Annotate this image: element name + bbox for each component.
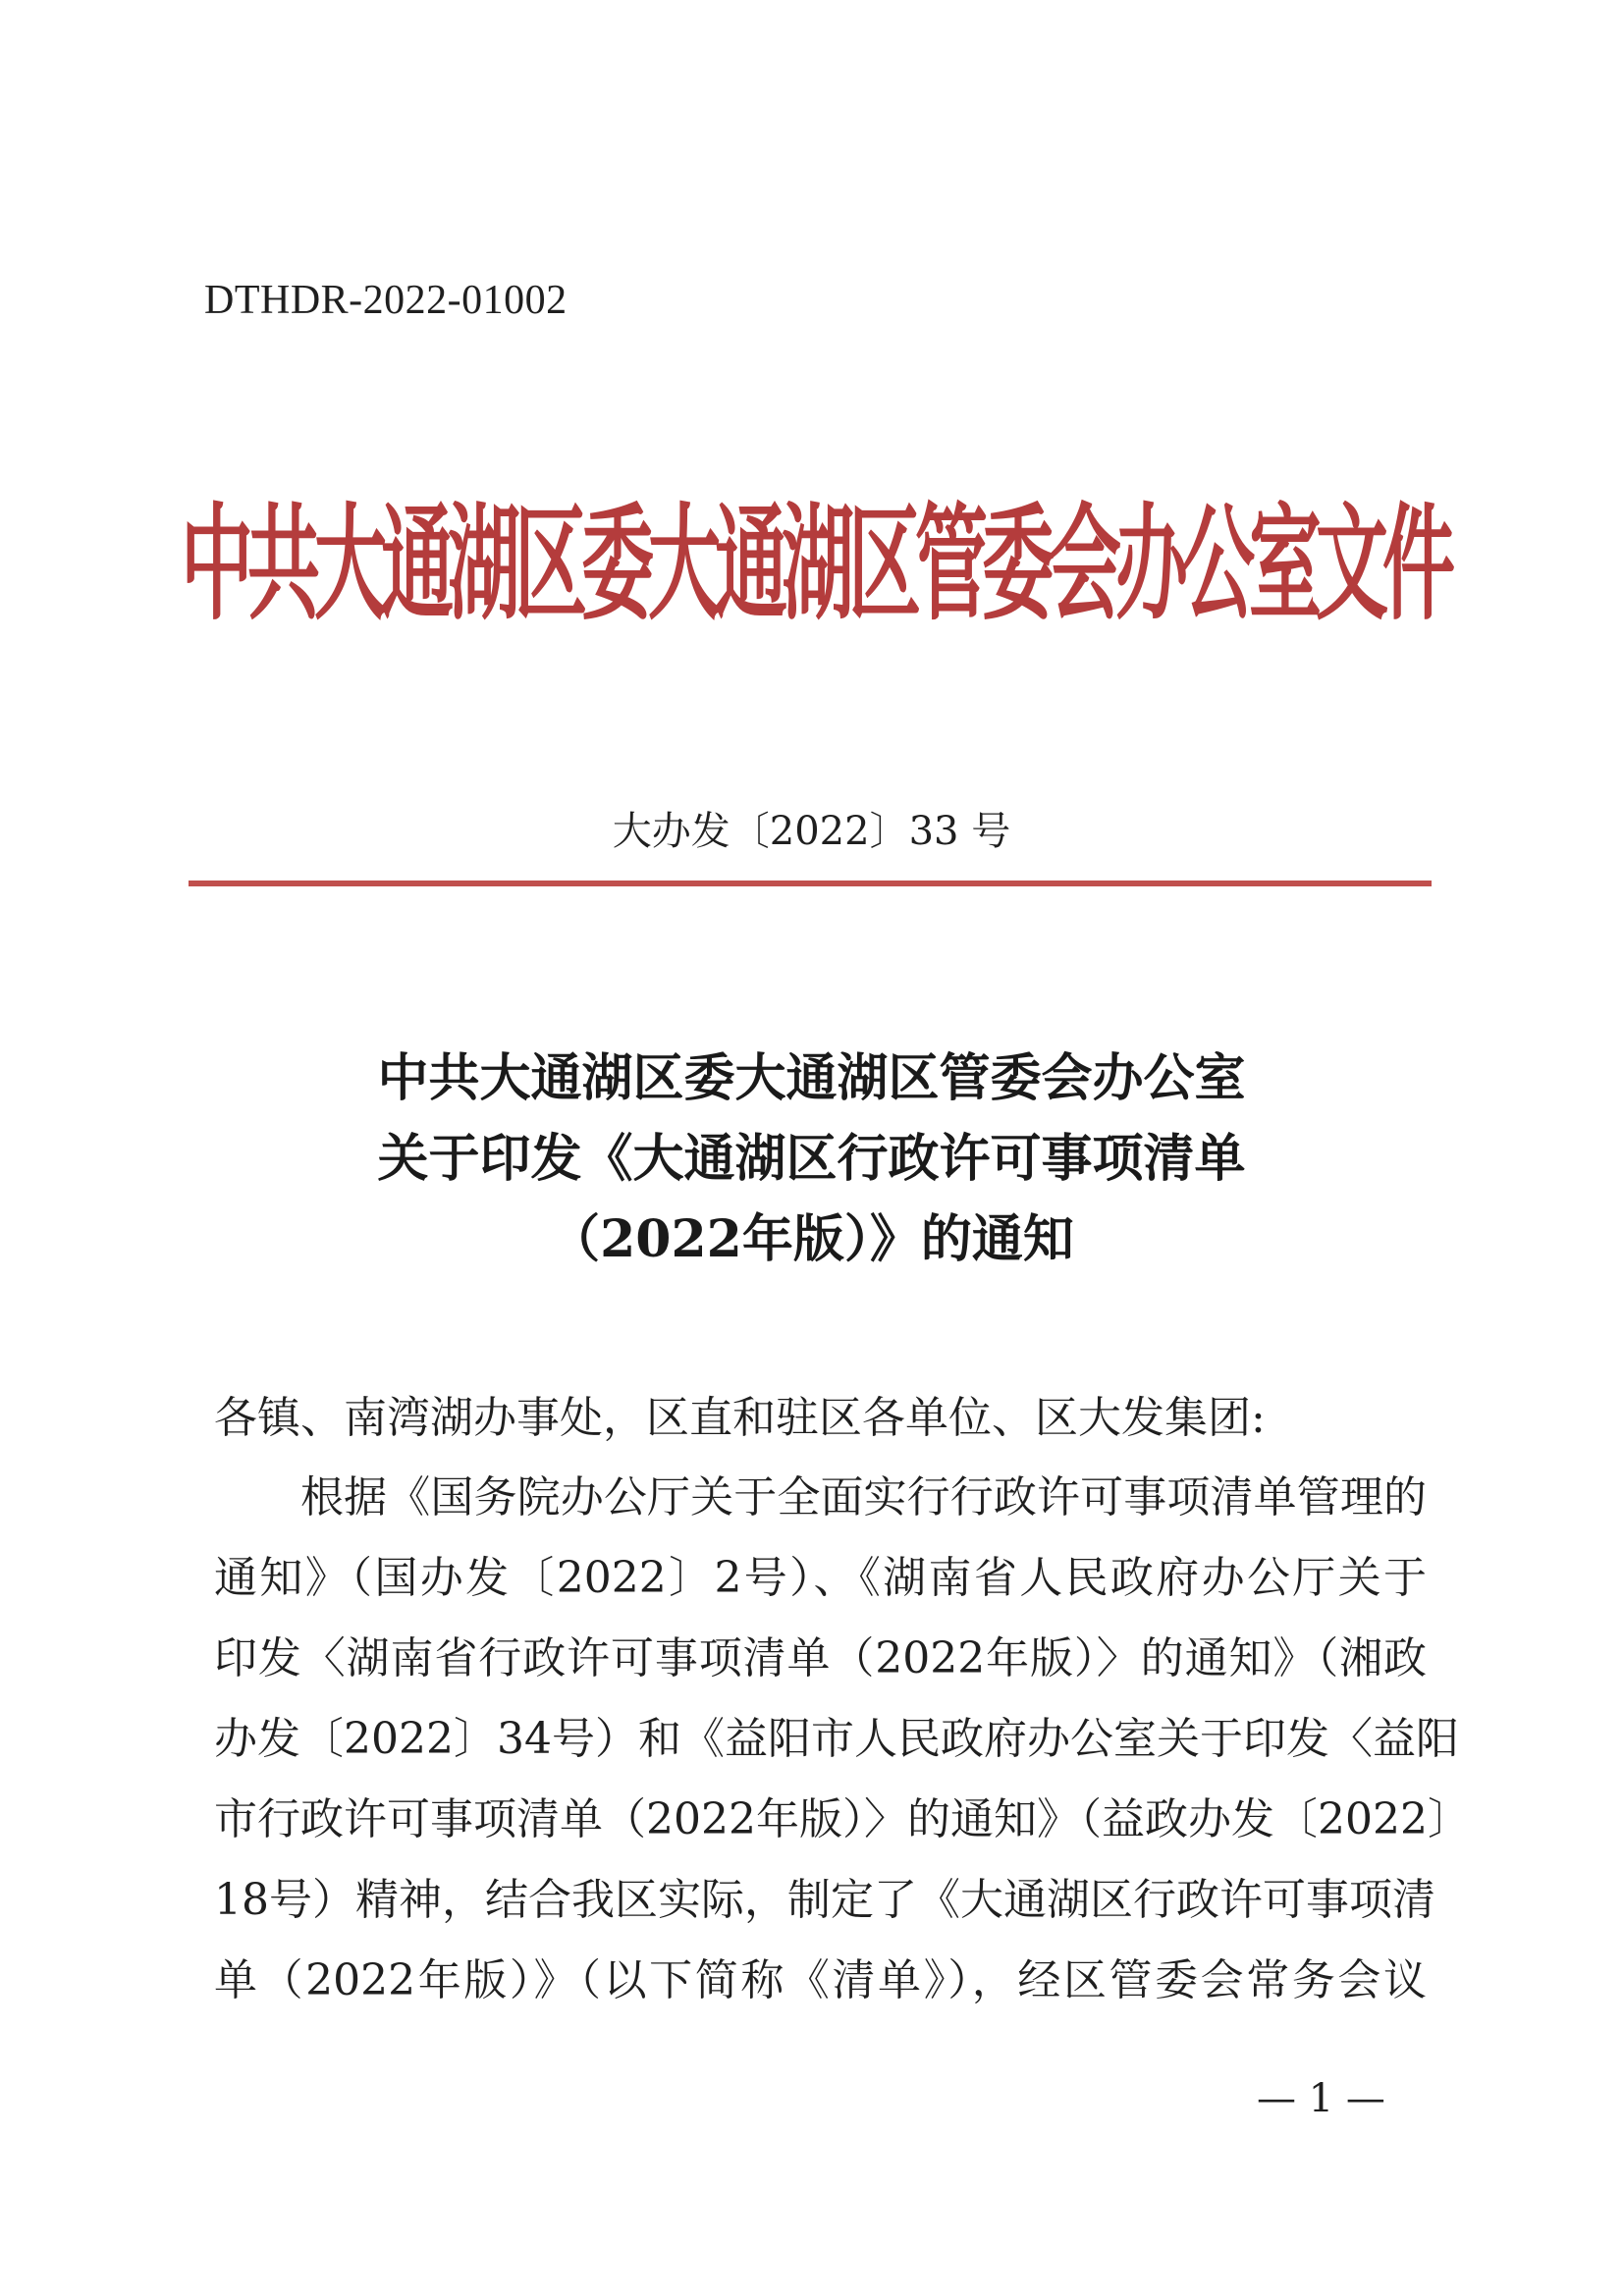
title-line: （2022年版）》的通知 xyxy=(549,1209,1074,1269)
body-line: 根据《国务院办公厅关于全面实行行政许可事项清单管理的 xyxy=(300,1472,1427,1522)
notice-title xyxy=(0,1039,1623,1280)
document-number: 大办发〔2022〕33 号 xyxy=(612,809,1011,854)
body-line: 市行政许可事项清单（2022年版）〉的通知》（益政办发〔2022〕 xyxy=(214,1794,1471,1844)
document-code: DTHDR-2022-01002 xyxy=(204,278,568,323)
body-line: 通知》（国办发〔2022〕2号）、《湖南省人民政府办公厅关于 xyxy=(214,1553,1427,1603)
body-line: 单（2022年版）》（以下简称《清单》），经区管委会常务会议 xyxy=(214,1955,1427,2005)
body-line: 办发〔2022〕34号）和《益阳市人民政府办公室关于印发〈益阳 xyxy=(214,1714,1459,1764)
body-line: 印发〈湖南省行政许可事项清单（2022年版）〉的通知》（湘政 xyxy=(214,1633,1427,1683)
body-paragraph xyxy=(214,1458,1471,2021)
red-header-text: 中共大通湖区委大通湖区管委会办公室文件 xyxy=(181,492,1449,638)
salutation: 各镇、南湾湖办事处，区直和驻区各单位、区大发集团: xyxy=(214,1393,1266,1443)
title-line: 中共大通湖区委大通湖区管委会办公室 xyxy=(377,1048,1246,1108)
page-number: — 1 — xyxy=(1257,2076,1385,2121)
red-header-title xyxy=(177,422,1453,687)
body-line: 18号）精神，结合我区实际，制定了《大通湖区行政许可事项清 xyxy=(214,1875,1435,1925)
red-divider-line xyxy=(189,881,1432,886)
title-line: 关于印发《大通湖区行政许可事项清单 xyxy=(377,1129,1246,1189)
